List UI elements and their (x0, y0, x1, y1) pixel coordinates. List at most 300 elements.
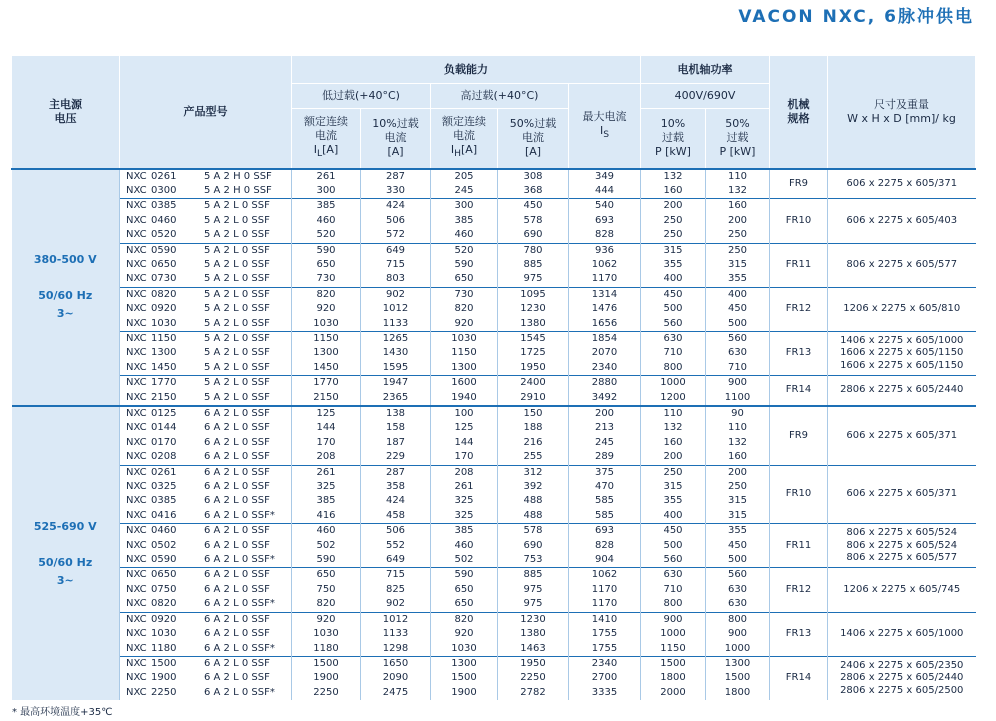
frame-cell: FR14 (770, 656, 828, 700)
footnote: * 最高环境温度+35℃ (12, 707, 113, 718)
overload-10pct-cell: 2365 (361, 391, 431, 406)
overload-10pct-cell: 552 (361, 539, 431, 553)
max-current-cell: 1170 (569, 272, 641, 287)
overload-50pct-cell: 1380 (498, 627, 569, 641)
rated-ih-cell: 325 (431, 494, 498, 508)
table-row (12, 287, 976, 302)
max-current-cell: 693 (569, 524, 641, 539)
power-10pct-cell: 200 (641, 450, 706, 465)
overload-50pct-cell: 885 (498, 568, 569, 583)
max-current-cell: 1062 (569, 568, 641, 583)
power-10pct-cell: 710 (641, 346, 706, 360)
header-rated-ih: 额定连续 电流 $I_H[A]$ (431, 109, 498, 169)
max-current-cell: 828 (569, 539, 641, 553)
power-10pct-cell: 315 (641, 480, 706, 494)
max-current-cell: 540 (569, 199, 641, 214)
model-suffix: 5 A 2 L 0 SSF (204, 317, 270, 329)
rated-il-cell: 208 (292, 450, 361, 465)
dims-line: 806 x 2275 x 605/524 (846, 527, 958, 539)
power-50pct-cell: 250 (706, 243, 770, 258)
frame-cell: FR11 (770, 524, 828, 568)
power-10pct-cell: 250 (641, 465, 706, 480)
overload-50pct-cell: 308 (498, 169, 569, 184)
model-cell (120, 421, 292, 435)
power-10pct-cell: 1500 (641, 656, 706, 671)
rated-ih-cell: 100 (431, 406, 498, 421)
rated-il-cell: 520 (292, 228, 361, 243)
model-code: 1770 (151, 377, 177, 389)
max-current-cell: 2880 (569, 376, 641, 391)
model-prefix: NXC (126, 422, 147, 434)
model-prefix: NXC (126, 229, 147, 241)
max-current-cell: 936 (569, 243, 641, 258)
power-50pct-cell: 900 (706, 376, 770, 391)
overload-50pct-cell: 488 (498, 494, 569, 508)
power-10pct-cell: 160 (641, 436, 706, 450)
rated-il-cell: 1150 (292, 331, 361, 346)
rated-il-cell: 590 (292, 553, 361, 568)
rated-ih-cell: 1030 (431, 331, 498, 346)
model-code: 0300 (151, 184, 177, 196)
model-prefix: NXC (126, 436, 147, 448)
model-cell (120, 272, 292, 287)
model-cell (120, 391, 292, 406)
dims-cell (828, 243, 976, 287)
dims-line: 806 x 2275 x 605/577 (846, 552, 958, 564)
power-50pct-cell: 450 (706, 302, 770, 316)
model-code: 1450 (151, 361, 177, 373)
model-code: 0590 (151, 554, 177, 566)
max-current-cell: 828 (569, 228, 641, 243)
max-current-cell: 2070 (569, 346, 641, 360)
power-50pct-cell: 110 (706, 421, 770, 435)
power-50pct-cell: 1500 (706, 671, 770, 685)
model-cell (120, 465, 292, 480)
rated-ih-cell: 245 (431, 184, 498, 199)
model-code: 0125 (151, 408, 177, 419)
max-current-cell: 349 (569, 169, 641, 184)
overload-10pct-cell: 1133 (361, 627, 431, 641)
brand-title: VACON NXC, 6脉冲供电 (738, 7, 974, 27)
rated-ih-cell: 385 (431, 524, 498, 539)
model-code: 0590 (151, 244, 177, 256)
model-code: 0144 (151, 422, 177, 434)
model-prefix: NXC (126, 317, 147, 329)
overload-50pct-cell: 690 (498, 539, 569, 553)
model-prefix: NXC (126, 391, 147, 403)
model-code: 0325 (151, 481, 177, 493)
power-50pct-cell: 560 (706, 331, 770, 346)
overload-50pct-cell: 2910 (498, 391, 569, 406)
model-prefix: NXC (126, 214, 147, 226)
model-suffix: 6 A 2 L 0 SSF (204, 481, 270, 493)
max-current-cell: 1656 (569, 317, 641, 332)
table-row (12, 331, 976, 346)
max-current-cell: 585 (569, 494, 641, 508)
model-prefix: NXC (126, 569, 147, 581)
overload-50pct-cell: 1950 (498, 656, 569, 671)
model-cell (120, 436, 292, 450)
model-cell (120, 583, 292, 597)
overload-50pct-cell: 578 (498, 214, 569, 228)
power-10pct-cell: 1150 (641, 642, 706, 657)
max-current-cell: 2340 (569, 361, 641, 376)
overload-50pct-cell: 312 (498, 465, 569, 480)
power-50pct-cell: 400 (706, 287, 770, 302)
dims-cell (828, 169, 976, 199)
rated-il-cell: 750 (292, 583, 361, 597)
power-50pct-cell: 315 (706, 494, 770, 508)
table-row (12, 656, 976, 671)
model-suffix: 6 A 2 L 0 SSF (204, 583, 270, 595)
frame-cell: FR10 (770, 199, 828, 243)
model-prefix: NXC (126, 184, 147, 196)
model-cell (120, 568, 292, 583)
power-10pct-cell: 450 (641, 287, 706, 302)
power-50pct-cell: 355 (706, 272, 770, 287)
header-motor-power: 电机轴功率 (641, 56, 770, 84)
model-code: 0460 (151, 214, 177, 226)
model-code: 1030 (151, 628, 177, 640)
rated-il-cell: 920 (292, 302, 361, 316)
model-suffix: 5 A 2 L 0 SSF (204, 303, 270, 315)
header-max-current: 最大电流 $I_S$ (569, 84, 641, 169)
dims-line: 2806 x 2275 x 605/2500 (840, 684, 964, 696)
overload-50pct-cell: 975 (498, 272, 569, 287)
header-high-overload: 高过载(+40°C) (431, 84, 569, 109)
model-prefix: NXC (126, 686, 147, 698)
rated-ih-cell: 590 (431, 568, 498, 583)
dims-cell (828, 287, 976, 331)
max-current-cell: 1314 (569, 287, 641, 302)
model-code: 1500 (151, 657, 177, 669)
table-row (12, 199, 976, 214)
power-50pct-cell: 1000 (706, 642, 770, 657)
dims-line: 1206 x 2275 x 605/745 (843, 583, 961, 595)
power-10pct-cell: 1200 (641, 391, 706, 406)
dims-line: 606 x 2275 x 605/371 (846, 488, 958, 500)
rated-il-cell: 1450 (292, 361, 361, 376)
model-cell (120, 346, 292, 360)
overload-50pct-cell: 368 (498, 184, 569, 199)
rated-ih-cell: 650 (431, 272, 498, 287)
model-prefix: NXC (126, 509, 147, 521)
overload-10pct-cell: 1595 (361, 361, 431, 376)
overload-50pct-cell: 216 (498, 436, 569, 450)
overload-10pct-cell: 330 (361, 184, 431, 199)
model-code: 0820 (151, 288, 177, 300)
model-code: 0650 (151, 569, 177, 581)
model-suffix: 5 A 2 L 0 SSF (204, 273, 270, 285)
model-code: 0416 (151, 509, 177, 521)
overload-50pct-cell: 1230 (498, 302, 569, 316)
rated-ih-cell: 170 (431, 450, 498, 465)
power-50pct-cell: 160 (706, 450, 770, 465)
power-10pct-cell: 1000 (641, 627, 706, 641)
rated-il-cell: 2250 (292, 686, 361, 700)
max-current-cell: 444 (569, 184, 641, 199)
table-row (12, 568, 976, 583)
model-prefix: NXC (126, 451, 147, 463)
model-prefix: NXC (126, 613, 147, 625)
rated-ih-cell: 920 (431, 317, 498, 332)
model-suffix: 6 A 2 L 0 SSF (204, 495, 270, 507)
dims-cell (828, 406, 976, 465)
overload-10pct-cell: 158 (361, 421, 431, 435)
power-10pct-cell: 110 (641, 406, 706, 421)
overload-10pct-cell: 1298 (361, 642, 431, 657)
frame-cell: FR11 (770, 243, 828, 287)
overload-10pct-cell: 506 (361, 214, 431, 228)
rated-ih-cell: 920 (431, 627, 498, 641)
overload-10pct-cell: 1650 (361, 656, 431, 671)
model-cell (120, 376, 292, 391)
dims-line: 1406 x 2275 x 605/1000 (840, 628, 964, 640)
rated-il-cell: 460 (292, 524, 361, 539)
rated-il-cell: 730 (292, 272, 361, 287)
model-code: 1900 (151, 672, 177, 684)
model-code: 0650 (151, 258, 177, 270)
rated-il-cell: 385 (292, 494, 361, 508)
power-10pct-cell: 500 (641, 302, 706, 316)
rated-ih-cell: 590 (431, 258, 498, 272)
model-prefix: NXC (126, 539, 147, 551)
dims-line: 2806 x 2275 x 605/2440 (840, 384, 964, 396)
rated-il-cell: 1030 (292, 317, 361, 332)
rated-ih-cell: 1030 (431, 642, 498, 657)
model-prefix: NXC (126, 466, 147, 478)
dims-line: 1406 x 2275 x 605/1000 (840, 334, 964, 346)
model-code: 0920 (151, 613, 177, 625)
overload-50pct-cell: 1230 (498, 612, 569, 627)
model-cell (120, 361, 292, 376)
overload-50pct-cell: 975 (498, 597, 569, 612)
overload-50pct-cell: 2400 (498, 376, 569, 391)
header-mains-voltage: 主电源 电压 (12, 56, 120, 169)
overload-10pct-cell: 1012 (361, 302, 431, 316)
model-code: 1030 (151, 317, 177, 329)
power-50pct-cell: 1800 (706, 686, 770, 700)
table-row (12, 612, 976, 627)
dims-line: 606 x 2275 x 605/371 (846, 429, 958, 441)
dims-cell (828, 568, 976, 612)
dims-cell (828, 612, 976, 656)
max-current-cell: 2700 (569, 671, 641, 685)
overload-50pct-cell: 885 (498, 258, 569, 272)
overload-50pct-cell: 2250 (498, 671, 569, 685)
max-current-cell: 245 (569, 436, 641, 450)
power-10pct-cell: 630 (641, 331, 706, 346)
model-code: 0820 (151, 598, 177, 610)
rated-ih-cell: 125 (431, 421, 498, 435)
spec-table (11, 55, 976, 700)
overload-50pct-cell: 1380 (498, 317, 569, 332)
dims-line: 1606 x 2275 x 605/1150 (840, 359, 964, 371)
overload-50pct-cell: 753 (498, 553, 569, 568)
model-cell (120, 539, 292, 553)
overload-50pct-cell: 690 (498, 228, 569, 243)
power-50pct-cell: 450 (706, 539, 770, 553)
rated-ih-cell: 650 (431, 597, 498, 612)
power-10pct-cell: 2000 (641, 686, 706, 700)
power-10pct-cell: 560 (641, 317, 706, 332)
model-cell (120, 494, 292, 508)
model-suffix: 5 A 2 L 0 SSF (204, 332, 270, 344)
rated-il-cell: 1300 (292, 346, 361, 360)
model-cell (120, 656, 292, 671)
dims-line: 1206 x 2275 x 605/810 (843, 303, 961, 315)
overload-10pct-cell: 229 (361, 450, 431, 465)
power-10pct-cell: 630 (641, 568, 706, 583)
model-prefix: NXC (126, 495, 147, 507)
table-row (12, 376, 976, 391)
dims-cell (828, 465, 976, 524)
model-cell (120, 199, 292, 214)
power-10pct-cell: 1000 (641, 376, 706, 391)
model-suffix: 6 A 2 L 0 SSF* (204, 554, 275, 566)
rated-ih-cell: 1300 (431, 361, 498, 376)
overload-10pct-cell: 825 (361, 583, 431, 597)
overload-50pct-cell: 1950 (498, 361, 569, 376)
model-suffix: 5 A 2 L 0 SSF (204, 200, 270, 212)
model-code: 0730 (151, 273, 177, 285)
rated-il-cell: 820 (292, 287, 361, 302)
power-10pct-cell: 200 (641, 199, 706, 214)
table-row (12, 243, 976, 258)
header-voltage: 400V/690V (641, 84, 770, 109)
rated-il-cell: 820 (292, 597, 361, 612)
model-prefix: NXC (126, 288, 147, 300)
power-50pct-cell: 500 (706, 317, 770, 332)
table-row (12, 524, 976, 539)
header-low-overload: 低过载(+40°C) (292, 84, 431, 109)
model-prefix: NXC (126, 170, 147, 182)
overload-10pct-cell: 138 (361, 406, 431, 421)
model-prefix: NXC (126, 481, 147, 493)
model-prefix: NXC (126, 332, 147, 344)
max-current-cell: 200 (569, 406, 641, 421)
rated-il-cell: 261 (292, 169, 361, 184)
max-current-cell: 585 (569, 509, 641, 524)
rated-ih-cell: 325 (431, 509, 498, 524)
model-suffix: 6 A 2 L 0 SSF (204, 525, 270, 537)
rated-ih-cell: 1500 (431, 671, 498, 685)
model-suffix: 6 A 2 L 0 SSF (204, 613, 270, 625)
model-suffix: 6 A 2 L 0 SSF (204, 539, 270, 551)
rated-ih-cell: 1300 (431, 656, 498, 671)
model-code: 0460 (151, 525, 177, 537)
dims-line: 1606 x 2275 x 605/1150 (840, 347, 964, 359)
header-frame: 机械 规格 (770, 56, 828, 169)
rated-ih-cell: 520 (431, 243, 498, 258)
overload-10pct-cell: 649 (361, 243, 431, 258)
power-10pct-cell: 450 (641, 524, 706, 539)
max-current-cell: 470 (569, 480, 641, 494)
model-prefix: NXC (126, 244, 147, 256)
power-50pct-cell: 200 (706, 214, 770, 228)
power-10pct-cell: 500 (641, 539, 706, 553)
power-50pct-cell: 315 (706, 258, 770, 272)
header-50pct-current: 50%过载 电流 [A] (498, 109, 569, 169)
overload-10pct-cell: 902 (361, 597, 431, 612)
power-10pct-cell: 250 (641, 228, 706, 243)
model-prefix: NXC (126, 583, 147, 595)
model-cell (120, 287, 292, 302)
model-suffix: 6 A 2 L 0 SSF (204, 436, 270, 448)
overload-50pct-cell: 780 (498, 243, 569, 258)
model-cell (120, 258, 292, 272)
model-code: 0385 (151, 495, 177, 507)
power-10pct-cell: 1800 (641, 671, 706, 685)
rated-il-cell: 170 (292, 436, 361, 450)
power-50pct-cell: 560 (706, 568, 770, 583)
rated-il-cell: 416 (292, 509, 361, 524)
rated-il-cell: 1500 (292, 656, 361, 671)
model-suffix: 5 A 2 L 0 SSF (204, 258, 270, 270)
rated-il-cell: 650 (292, 258, 361, 272)
model-prefix: NXC (126, 303, 147, 315)
overload-50pct-cell: 975 (498, 583, 569, 597)
power-50pct-cell: 160 (706, 199, 770, 214)
overload-50pct-cell: 1095 (498, 287, 569, 302)
model-code: 1180 (151, 642, 177, 654)
overload-10pct-cell: 1012 (361, 612, 431, 627)
model-suffix: 6 A 2 L 0 SSF (204, 466, 270, 478)
frame-cell: FR9 (770, 169, 828, 199)
power-10pct-cell: 355 (641, 494, 706, 508)
overload-10pct-cell: 1133 (361, 317, 431, 332)
model-suffix: 5 A 2 L 0 SSF (204, 377, 270, 389)
max-current-cell: 1170 (569, 583, 641, 597)
model-suffix: 5 A 2 L 0 SSF (204, 214, 270, 226)
mains-voltage-line: 525-690 V (33, 519, 97, 533)
model-cell (120, 642, 292, 657)
dims-line: 606 x 2275 x 605/403 (846, 214, 958, 226)
max-current-cell: 693 (569, 214, 641, 228)
power-10pct-cell: 400 (641, 509, 706, 524)
model-prefix: NXC (126, 525, 147, 537)
overload-50pct-cell: 188 (498, 421, 569, 435)
model-code: 0208 (151, 451, 177, 463)
header-10pct-current: 10%过载 电流 [A] (361, 109, 431, 169)
rated-il-cell: 1030 (292, 627, 361, 641)
rated-ih-cell: 820 (431, 302, 498, 316)
model-code: 0385 (151, 200, 177, 212)
model-suffix: 5 A 2 L 0 SSF (204, 347, 270, 359)
rated-ih-cell: 820 (431, 612, 498, 627)
power-50pct-cell: 355 (706, 524, 770, 539)
overload-50pct-cell: 2782 (498, 686, 569, 700)
mains-voltage-line: 50/60 Hz (38, 555, 93, 569)
header-load-capacity: 负载能力 (292, 56, 641, 84)
model-code: 0170 (151, 436, 177, 448)
mains-voltage-line (12, 269, 120, 287)
model-suffix: 6 A 2 L 0 SSF (204, 672, 270, 684)
dims-line: 2406 x 2275 x 605/2350 (840, 659, 964, 671)
power-50pct-cell: 200 (706, 465, 770, 480)
model-cell (120, 406, 292, 421)
overload-10pct-cell: 506 (361, 524, 431, 539)
max-current-cell: 1755 (569, 627, 641, 641)
model-cell (120, 302, 292, 316)
model-suffix: 6 A 2 L 0 SSF* (204, 598, 275, 610)
rated-il-cell: 144 (292, 421, 361, 435)
model-cell (120, 524, 292, 539)
rated-il-cell: 125 (292, 406, 361, 421)
dims-line: 806 x 2275 x 605/524 (846, 539, 958, 551)
power-50pct-cell: 1300 (706, 656, 770, 671)
model-code: 1300 (151, 347, 177, 359)
